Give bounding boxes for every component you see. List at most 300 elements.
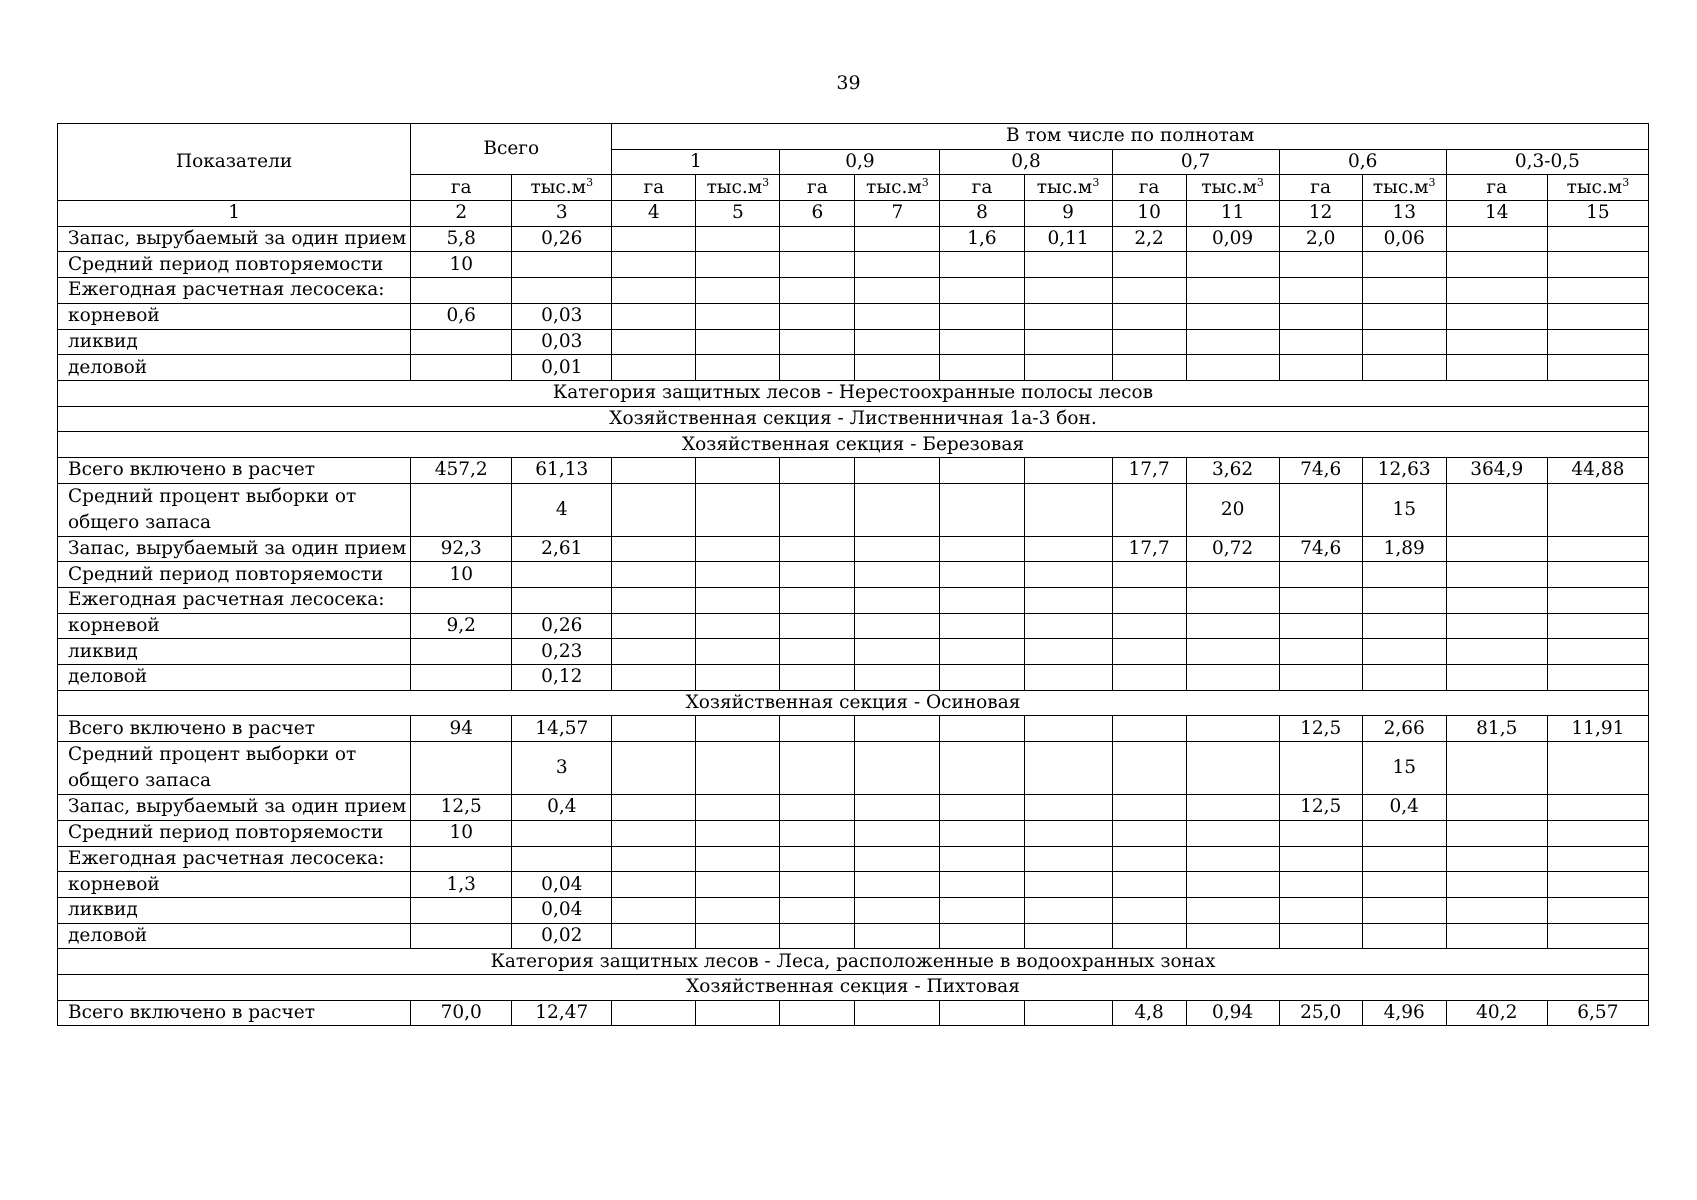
table-cell <box>1446 536 1547 562</box>
table-cell <box>940 923 1024 949</box>
column-number: 15 <box>1547 201 1648 227</box>
table-cell <box>855 355 940 381</box>
table-cell <box>1024 820 1112 846</box>
table-cell <box>1279 846 1362 872</box>
table-cell <box>780 897 855 923</box>
table-cell: 2,61 <box>512 536 612 562</box>
table-cell <box>855 536 940 562</box>
table-cell <box>612 897 696 923</box>
column-number: 5 <box>696 201 780 227</box>
table-cell <box>1547 303 1648 329</box>
row-label: Средний процент выборки от общего запаса <box>58 742 411 795</box>
table-cell: 12,5 <box>411 795 512 821</box>
table-cell <box>780 1000 855 1026</box>
table-cell: 12,63 <box>1362 457 1446 483</box>
table-cell <box>612 278 696 304</box>
table-cell: 3 <box>512 742 612 795</box>
table-row <box>58 329 1649 355</box>
table-row <box>58 820 1649 846</box>
table-cell <box>1186 923 1279 949</box>
table-cell <box>940 562 1024 588</box>
table-cell <box>1186 278 1279 304</box>
table-cell: 44,88 <box>1547 457 1648 483</box>
table-cell <box>1279 897 1362 923</box>
section-heading: Категория защитных лесов - Леса, расположенные в водоохранных зонах <box>58 949 1649 975</box>
row-label: корневой <box>58 872 411 898</box>
table-cell <box>1186 303 1279 329</box>
table-cell <box>1112 329 1186 355</box>
table-cell <box>1362 588 1446 614</box>
table-cell: 0,72 <box>1186 536 1279 562</box>
row-label: Средний период повторяемости <box>58 820 411 846</box>
table-cell <box>696 872 780 898</box>
table-cell <box>1024 872 1112 898</box>
table-cell <box>940 278 1024 304</box>
table-cell <box>696 355 780 381</box>
table-cell <box>1279 588 1362 614</box>
table-cell <box>411 846 512 872</box>
table-cell <box>612 716 696 742</box>
table-cell <box>940 795 1024 821</box>
table-cell <box>1279 613 1362 639</box>
table-cell <box>1446 329 1547 355</box>
table-cell: 0,4 <box>1362 795 1446 821</box>
table-cell <box>1112 639 1186 665</box>
table-cell <box>1362 872 1446 898</box>
table-cell <box>1362 639 1446 665</box>
unit-volume-header <box>512 175 612 201</box>
table-cell <box>940 588 1024 614</box>
table-cell: 1,6 <box>940 226 1024 252</box>
table-cell <box>1186 613 1279 639</box>
table-cell <box>1186 742 1279 795</box>
table-cell <box>1362 897 1446 923</box>
table-cell <box>612 303 696 329</box>
table-cell <box>1279 639 1362 665</box>
table-cell <box>1547 483 1648 536</box>
column-number: 11 <box>1186 201 1279 227</box>
table-cell <box>696 252 780 278</box>
unit-ha-header: га <box>1112 175 1186 201</box>
row-label: ликвид <box>58 639 411 665</box>
table-cell <box>696 303 780 329</box>
table-cell <box>612 665 696 691</box>
table-cell <box>696 588 780 614</box>
unit-volume-header <box>696 175 780 201</box>
table-cell: 11,91 <box>1547 716 1648 742</box>
table-cell <box>1446 588 1547 614</box>
table-cell <box>1112 252 1186 278</box>
table-cell: 15 <box>1362 742 1446 795</box>
table-cell <box>1362 846 1446 872</box>
table-cell: 0,09 <box>1186 226 1279 252</box>
table-cell <box>1547 872 1648 898</box>
table-cell: 457,2 <box>411 457 512 483</box>
table-row <box>58 665 1649 691</box>
table-cell <box>696 483 780 536</box>
table-cell <box>1186 820 1279 846</box>
table-cell <box>1186 562 1279 588</box>
table-cell <box>612 355 696 381</box>
table-cell: 17,7 <box>1112 457 1186 483</box>
header-total: Всего <box>411 124 612 175</box>
table-cell: 74,6 <box>1279 457 1362 483</box>
table-cell: 0,12 <box>512 665 612 691</box>
unit-ha-header: га <box>1279 175 1362 201</box>
table-cell <box>696 846 780 872</box>
table-cell <box>1186 588 1279 614</box>
table-cell <box>940 1000 1024 1026</box>
table-cell <box>780 278 855 304</box>
table-cell: 0,23 <box>512 639 612 665</box>
table-cell <box>411 355 512 381</box>
table-cell <box>1446 483 1547 536</box>
table-row <box>58 457 1649 483</box>
table-cell <box>1024 355 1112 381</box>
section-heading-row <box>58 380 1649 406</box>
table-cell <box>1547 820 1648 846</box>
table-cell <box>1547 536 1648 562</box>
table-cell <box>1446 639 1547 665</box>
forest-data-table <box>57 123 1649 1026</box>
column-number: 10 <box>1112 201 1186 227</box>
table-cell <box>780 742 855 795</box>
table-cell <box>1362 562 1446 588</box>
table-cell: 0,06 <box>1362 226 1446 252</box>
table-cell <box>940 483 1024 536</box>
unit-volume-exponent: 3 <box>1092 175 1100 189</box>
table-cell <box>1446 278 1547 304</box>
table-cell <box>512 252 612 278</box>
table-cell <box>1024 897 1112 923</box>
density-header: 0,8 <box>940 149 1112 175</box>
unit-volume-header <box>855 175 940 201</box>
table-cell <box>940 457 1024 483</box>
row-label: Запас, вырубаемый за один прием <box>58 795 411 821</box>
table-cell <box>1279 252 1362 278</box>
table-cell <box>1112 355 1186 381</box>
table-cell <box>1362 613 1446 639</box>
table-row <box>58 716 1649 742</box>
table-row <box>58 355 1649 381</box>
table-cell: 25,0 <box>1279 1000 1362 1026</box>
table-cell <box>1112 562 1186 588</box>
table-cell <box>855 278 940 304</box>
table-cell: 0,26 <box>512 613 612 639</box>
table-cell <box>1186 329 1279 355</box>
unit-volume-text: тыс.м <box>706 176 763 198</box>
table-cell <box>411 897 512 923</box>
table-cell <box>1547 613 1648 639</box>
table-cell <box>512 588 612 614</box>
table-row <box>58 897 1649 923</box>
table-row <box>58 278 1649 304</box>
section-heading-row <box>58 406 1649 432</box>
table-cell: 0,26 <box>512 226 612 252</box>
table-cell <box>940 613 1024 639</box>
table-cell: 12,5 <box>1279 795 1362 821</box>
table-cell <box>1446 252 1547 278</box>
table-cell <box>1024 252 1112 278</box>
table-cell <box>512 820 612 846</box>
table-cell <box>1024 665 1112 691</box>
table-cell <box>696 278 780 304</box>
table-cell <box>411 329 512 355</box>
table-cell <box>1112 303 1186 329</box>
table-cell <box>1024 795 1112 821</box>
table-cell <box>1112 742 1186 795</box>
unit-ha-header: га <box>940 175 1024 201</box>
table-cell <box>855 1000 940 1026</box>
table-cell: 2,2 <box>1112 226 1186 252</box>
table-cell <box>855 820 940 846</box>
table-cell: 1,89 <box>1362 536 1446 562</box>
table-cell <box>780 303 855 329</box>
table-cell <box>855 457 940 483</box>
table-cell <box>1279 483 1362 536</box>
table-cell: 10 <box>411 252 512 278</box>
table-cell <box>940 665 1024 691</box>
table-cell <box>612 613 696 639</box>
unit-volume-header <box>1362 175 1446 201</box>
table-cell <box>855 846 940 872</box>
table-cell: 2,0 <box>1279 226 1362 252</box>
table-cell <box>1547 252 1648 278</box>
section-heading-row <box>58 974 1649 1000</box>
table-cell <box>1279 872 1362 898</box>
row-label: Средний процент выборки от общего запаса <box>58 483 411 536</box>
table-cell <box>940 252 1024 278</box>
table-cell <box>1024 457 1112 483</box>
table-cell <box>1547 795 1648 821</box>
table-cell: 1,3 <box>411 872 512 898</box>
table-cell <box>780 665 855 691</box>
table-cell: 4 <box>512 483 612 536</box>
table-cell <box>1446 355 1547 381</box>
table-cell <box>1024 742 1112 795</box>
header-indicators: Показатели <box>58 124 411 201</box>
table-cell <box>780 846 855 872</box>
table-cell: 0,03 <box>512 303 612 329</box>
table-cell <box>1112 278 1186 304</box>
unit-volume-exponent: 3 <box>762 175 770 189</box>
table-row <box>58 923 1649 949</box>
unit-volume-text: тыс.м <box>1201 176 1257 198</box>
section-heading: Хозяйственная секция - Березовая <box>58 432 1649 458</box>
table-cell <box>512 846 612 872</box>
table-cell <box>1362 923 1446 949</box>
table-cell <box>855 795 940 821</box>
row-label: корневой <box>58 303 411 329</box>
table-cell: 0,04 <box>512 897 612 923</box>
table-cell <box>780 872 855 898</box>
table-cell <box>1024 329 1112 355</box>
header-row-1 <box>58 124 1649 150</box>
table-cell <box>1446 820 1547 846</box>
unit-volume-header <box>1024 175 1112 201</box>
density-header: 0,9 <box>780 149 940 175</box>
density-header: 1 <box>612 149 780 175</box>
density-header: 0,3-0,5 <box>1446 149 1648 175</box>
column-number: 2 <box>411 201 512 227</box>
table-cell: 15 <box>1362 483 1446 536</box>
table-cell: 14,57 <box>512 716 612 742</box>
table-cell <box>696 897 780 923</box>
table-cell <box>612 923 696 949</box>
row-label: корневой <box>58 613 411 639</box>
table-cell <box>1547 588 1648 614</box>
table-cell <box>1279 278 1362 304</box>
unit-volume-text: тыс.м <box>866 176 922 198</box>
table-row <box>58 252 1649 278</box>
table-cell: 70,0 <box>411 1000 512 1026</box>
row-label: Всего включено в расчет <box>58 457 411 483</box>
table-cell <box>1547 923 1648 949</box>
table-cell <box>1024 278 1112 304</box>
table-cell <box>855 588 940 614</box>
table-cell <box>780 483 855 536</box>
table-cell <box>696 716 780 742</box>
table-cell <box>1279 355 1362 381</box>
table-cell: 0,94 <box>1186 1000 1279 1026</box>
table-cell <box>1362 820 1446 846</box>
unit-volume-text: тыс.м <box>1036 176 1093 198</box>
table-cell: 20 <box>1186 483 1279 536</box>
header-by-density: В том числе по полнотам <box>612 124 1649 150</box>
table-cell <box>1024 716 1112 742</box>
table-cell <box>780 536 855 562</box>
table-cell <box>411 588 512 614</box>
table-cell <box>696 820 780 846</box>
column-number: 13 <box>1362 201 1446 227</box>
table-row <box>58 613 1649 639</box>
unit-volume-exponent: 3 <box>1428 175 1436 189</box>
table-row <box>58 303 1649 329</box>
table-cell <box>940 820 1024 846</box>
table-cell <box>1362 252 1446 278</box>
table-cell <box>1279 329 1362 355</box>
row-label: деловой <box>58 355 411 381</box>
table-cell <box>780 820 855 846</box>
row-label: ликвид <box>58 329 411 355</box>
table-cell <box>1446 897 1547 923</box>
row-label: деловой <box>58 665 411 691</box>
row-label: Всего включено в расчет <box>58 716 411 742</box>
unit-volume-exponent: 3 <box>1622 175 1630 189</box>
table-cell <box>612 639 696 665</box>
table-cell <box>855 483 940 536</box>
table-cell <box>512 562 612 588</box>
table-cell: 6,57 <box>1547 1000 1648 1026</box>
table-cell: 10 <box>411 820 512 846</box>
table-cell <box>780 329 855 355</box>
table-cell: 364,9 <box>1446 457 1547 483</box>
table-cell: 0,11 <box>1024 226 1112 252</box>
table-cell <box>612 252 696 278</box>
table-cell <box>696 795 780 821</box>
table-row <box>58 562 1649 588</box>
table-cell: 0,02 <box>512 923 612 949</box>
table-cell <box>1112 483 1186 536</box>
table-cell: 0,4 <box>512 795 612 821</box>
table-cell <box>612 536 696 562</box>
table-cell <box>780 613 855 639</box>
unit-volume-text: тыс.м <box>530 176 587 198</box>
section-heading: Хозяйственная секция - Пихтовая <box>58 974 1649 1000</box>
table-cell <box>1024 846 1112 872</box>
unit-volume-header <box>1547 175 1648 201</box>
unit-volume-exponent: 3 <box>921 175 929 189</box>
table-cell <box>696 613 780 639</box>
table-cell: 74,6 <box>1279 536 1362 562</box>
table-cell <box>940 897 1024 923</box>
table-cell <box>940 742 1024 795</box>
table-cell <box>1112 588 1186 614</box>
table-cell: 12,5 <box>1279 716 1362 742</box>
table-cell <box>1186 795 1279 821</box>
table-cell <box>855 742 940 795</box>
row-label: ликвид <box>58 897 411 923</box>
table-cell <box>1547 329 1648 355</box>
table-cell <box>855 613 940 639</box>
row-label: Запас, вырубаемый за один прием <box>58 536 411 562</box>
table-cell: 92,3 <box>411 536 512 562</box>
unit-volume-exponent: 3 <box>1256 175 1264 189</box>
row-label: Ежегодная расчетная лесосека: <box>58 846 411 872</box>
table-cell <box>855 329 940 355</box>
table-cell <box>855 897 940 923</box>
table-cell <box>612 588 696 614</box>
table-cell <box>1186 872 1279 898</box>
table-cell <box>1186 716 1279 742</box>
table-cell <box>1186 639 1279 665</box>
table-cell <box>1112 820 1186 846</box>
table-cell <box>1547 742 1648 795</box>
page-number: 39 <box>836 72 861 94</box>
row-label: Запас, вырубаемый за один прием <box>58 226 411 252</box>
table-cell <box>780 226 855 252</box>
table-row <box>58 226 1649 252</box>
table-cell <box>1024 536 1112 562</box>
table-cell: 0,03 <box>512 329 612 355</box>
table-cell <box>1279 665 1362 691</box>
row-label: Ежегодная расчетная лесосека: <box>58 588 411 614</box>
table-cell <box>696 562 780 588</box>
table-cell <box>1547 897 1648 923</box>
table-cell <box>696 923 780 949</box>
column-number: 7 <box>855 201 940 227</box>
table-cell <box>1279 923 1362 949</box>
unit-ha-header: га <box>780 175 855 201</box>
table-cell: 9,2 <box>411 613 512 639</box>
table-cell <box>1446 562 1547 588</box>
table-row <box>58 588 1649 614</box>
table-cell <box>411 278 512 304</box>
table-cell: 0,04 <box>512 872 612 898</box>
density-header: 0,7 <box>1112 149 1279 175</box>
table-row <box>58 795 1649 821</box>
table-cell <box>1186 846 1279 872</box>
table-cell <box>1112 846 1186 872</box>
table-cell <box>696 329 780 355</box>
table-cell <box>780 639 855 665</box>
table-cell <box>940 872 1024 898</box>
row-label: Ежегодная расчетная лесосека: <box>58 278 411 304</box>
section-heading-row <box>58 690 1649 716</box>
table-cell <box>1112 613 1186 639</box>
table-cell <box>1446 226 1547 252</box>
table-cell <box>612 1000 696 1026</box>
